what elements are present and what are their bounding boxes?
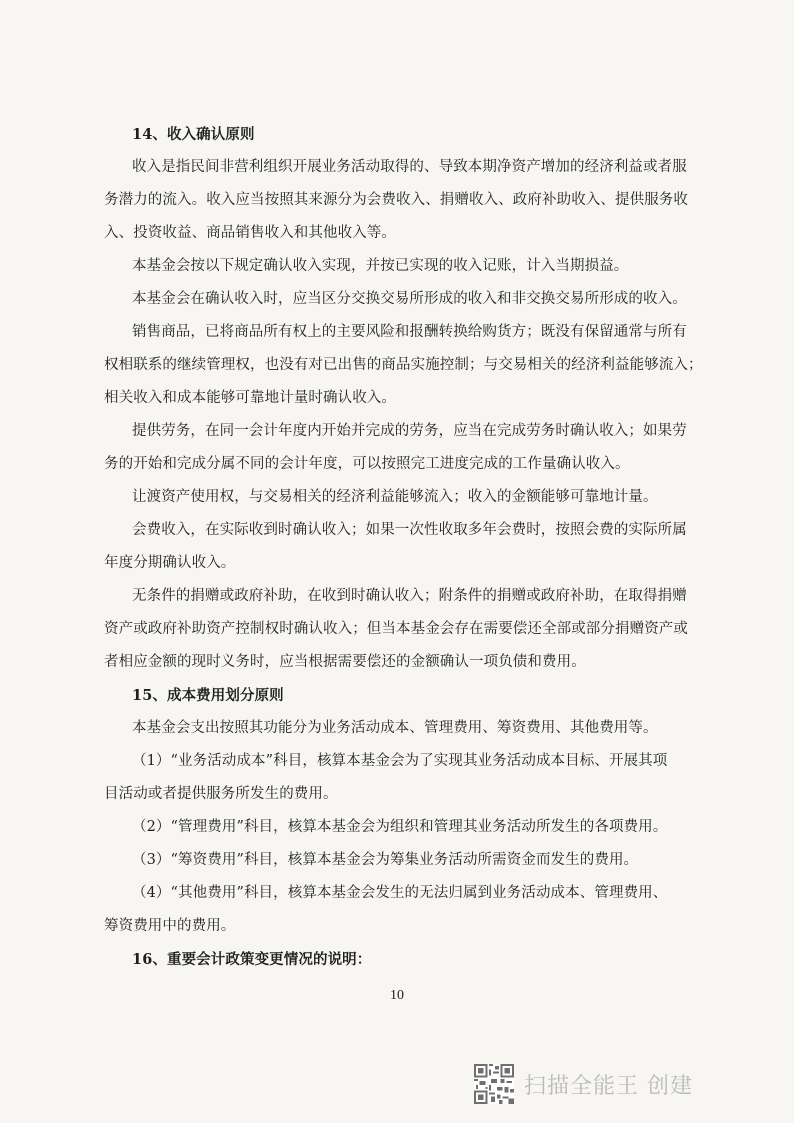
- paragraph-line: 本基金会在确认收入时，应当区分交换交易所形成的收入和非交换交易所形成的收入。: [132, 291, 687, 307]
- paragraph-line: 收入是指民间非营利组织开展业务活动取得的、导致本期净资产增加的经济利益或者服: [132, 159, 687, 175]
- paragraph-line: 相关收入和成本能够可靠地计量时确认收入。: [104, 390, 396, 406]
- section-heading: 14、收入确认原则: [132, 126, 255, 143]
- page-number: 10: [390, 988, 404, 1003]
- paragraph-line: 权相联系的继续管理权，也没有对已出售的商品实施控制；与交易相关的经济利益能够流入；: [104, 357, 703, 373]
- paragraph-line: （3）“筹资费用”科目，核算本基金会为筹集业务活动所需资金而发生的费用。: [132, 852, 639, 868]
- paragraph-line: 入、投资收益、商品销售收入和其他收入等。: [104, 225, 396, 241]
- paragraph-line: （2）“管理费用”科目，核算本基金会为组织和管理其业务活动所发生的各项费用。: [132, 819, 668, 835]
- section-heading: 16、重要会计政策变更情况的说明：: [132, 951, 372, 968]
- scanner-watermark: [474, 1062, 693, 1106]
- paragraph-line: 资产或政府补助资产控制权时确认收入；但当本基金会存在需要偿还全部或部分捐赠资产或: [104, 621, 688, 637]
- paragraph-line: 本基金会支出按照其功能分为业务活动成本、管理费用、筹资费用、其他费用等。: [132, 720, 658, 736]
- paragraph-line: 者相应金额的现时义务时，应当根据需要偿还的金额确认一项负债和费用。: [104, 654, 586, 670]
- paragraph-line: 目活动或者提供服务所发生的费用。: [104, 786, 338, 802]
- paragraph-line: 无条件的捐赠或政府补助，在收到时确认收入；附条件的捐赠或政府补助，在取得捐赠: [132, 588, 687, 604]
- paragraph-line: 销售商品，已将商品所有权上的主要风险和报酬转换给购货方；既没有保留通常与所有: [132, 324, 687, 340]
- paragraph-line: 筹资费用中的费用。: [104, 918, 236, 934]
- paragraph-line: 年度分期确认收入。: [104, 555, 236, 571]
- paragraph-line: 提供劳务，在同一会计年度内开始并完成的劳务，应当在完成劳务时确认收入；如果劳: [132, 423, 687, 439]
- paragraph-line: 本基金会按以下规定确认收入实现，并按已实现的收入记账，计入当期损益。: [132, 258, 629, 274]
- section-heading: 15、成本费用划分原则: [132, 687, 284, 704]
- paragraph-line: 会费收入，在实际收到时确认收入；如果一次性收取多年会费时，按照会费的实际所属: [132, 522, 687, 538]
- paragraph-line: 务潜力的流入。收入应当按照其来源分为会费收入、捐赠收入、政府补助收入、提供服务收: [104, 192, 688, 208]
- qr-code-icon: [474, 1064, 514, 1104]
- watermark-text: 扫描全能王 创建: [524, 1073, 693, 1099]
- paragraph-line: 务的开始和完成分属不同的会计年度，可以按照完工进度完成的工作量确认收入。: [104, 456, 630, 472]
- paragraph-line: 让渡资产使用权，与交易相关的经济利益能够流入；收入的金额能够可靠地计量。: [132, 489, 658, 505]
- document-body: [104, 118, 703, 976]
- paragraph-line: （4）“其他费用”科目，核算本基金会发生的无法归属到业务活动成本、管理费用、: [132, 885, 668, 901]
- paragraph-line: （1）“业务活动成本”科目，核算本基金会为了实现其业务活动成本目标、开展其项: [132, 753, 668, 769]
